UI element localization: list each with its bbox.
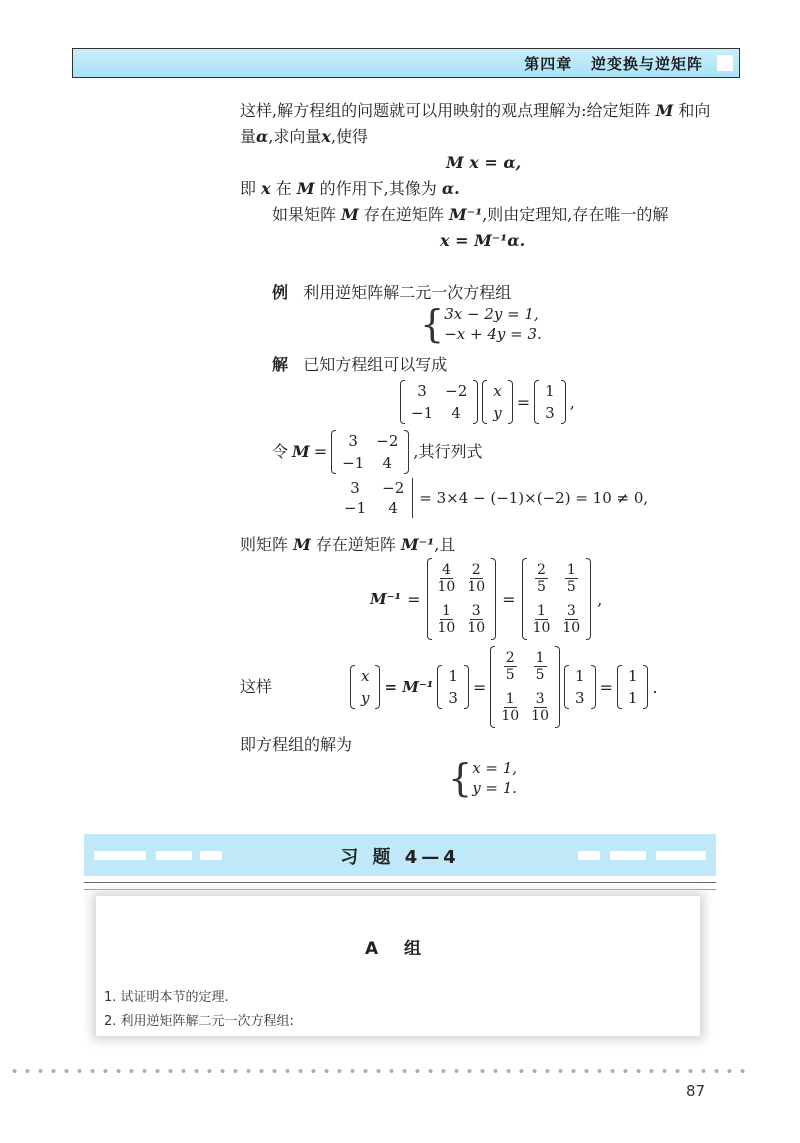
header-square [717, 55, 733, 71]
matrix-equation: 3 −2 −1 4 x y = 1 3 , [400, 380, 575, 424]
exercises-band [84, 834, 716, 876]
determinant-value: = 3×4 − (−1)×(−2) = 10 ≠ 0, [419, 489, 649, 507]
system-line-2: −x + 4y = 3. [444, 325, 542, 343]
exercise-item-2: 2. 利用逆矩阵解二元一次方程组: [104, 1014, 294, 1029]
chapter-header-text [524, 53, 703, 74]
equation-x-minv-alpha: x = M⁻¹α. [440, 231, 526, 250]
band-underline [84, 882, 716, 890]
intro-line-1: 这样,解方程组的问题就可以用映射的观点理解为:给定矩阵 M 和向 [240, 101, 711, 120]
chapter-title: 逆变换与逆矩阵 [590, 55, 703, 73]
exercise-item-1: 1. 试证明本节的定理. [104, 990, 229, 1005]
vector-b-2: 1 3 [437, 665, 469, 709]
band-decor-5 [610, 851, 646, 860]
equation-mx-alpha: M x = α, [446, 153, 522, 172]
inverse-matrix-line: M⁻¹ = $\frac{4}{10}$ $\frac{2}{10}$ $\frac{1}{10}$ $\frac{3}{10}$ = $\frac{2}{5}$ $\frac{1}{5}$ $\frac{1}{10}$ $\frac{3}{10}$ , [370, 558, 602, 640]
intro-line-4: 如果矩阵 M 存在逆矩阵 M⁻¹,则由定理知,存在唯一的解 [272, 205, 669, 224]
chapter-header [72, 48, 740, 78]
vector-b: 1 3 [534, 380, 566, 424]
final-line-2: y = 1. [472, 779, 518, 797]
band-decor-4 [578, 851, 600, 860]
determinant-line [336, 478, 648, 518]
intro-line-3: 即 x 在 M 的作用下,其像为 α. [240, 179, 460, 198]
exercise-box [96, 896, 700, 1036]
left-brace-final: { [448, 756, 473, 800]
inverse-matrix-1: $\frac{4}{10}$ $\frac{2}{10}$ $\frac{1}{10}$ $\frac{3}{10}$ [427, 558, 497, 640]
dotted-divider [8, 1068, 748, 1074]
so-label: 这样 [240, 677, 273, 696]
band-decor-6 [656, 851, 706, 860]
page-number: 87 [686, 1082, 706, 1100]
exercises-title: 习 题 4—4 [340, 847, 460, 868]
final-text: 即方程组的解为 [240, 735, 353, 754]
left-brace: { [420, 302, 445, 346]
final-system [448, 758, 517, 798]
solution-label: 解 [272, 355, 289, 374]
example-label: 例 [272, 283, 289, 302]
matrix-m: 3 −2 −1 4 [331, 430, 409, 474]
system-line-1: 3x − 2y = 1, [444, 305, 539, 323]
solution-text: 已知方程组可以写成 [303, 355, 448, 374]
determinant: 3 −2 −1 4 [336, 478, 413, 518]
let-m-line: 令 M = 3 −2 −1 4 ,其行列式 [272, 432, 483, 472]
solution-heading [272, 354, 447, 376]
inverse-matrix-2: $\frac{2}{5}$ $\frac{1}{5}$ $\frac{1}{10}$ $\frac{3}{10}$ [522, 558, 592, 640]
then-line: 则矩阵 M 存在逆矩阵 M⁻¹,且 [240, 535, 456, 554]
intro-line-2: 量α,求向量x,使得 [240, 127, 369, 146]
vector-xy: x y [350, 665, 380, 709]
example-text: 利用逆矩阵解二元一次方程组 [303, 283, 512, 302]
example-system [420, 304, 542, 344]
matrix-a: 3 −2 −1 4 [400, 380, 478, 424]
chapter-number: 第四章 [524, 55, 573, 73]
vector-x: x y [482, 380, 512, 424]
group-title: A 组 [364, 939, 432, 959]
inverse-matrix-3: $\frac{2}{5}$ $\frac{1}{5}$ $\frac{1}{10}$ $\frac{3}{10}$ [490, 646, 560, 728]
final-line-1: x = 1, [472, 759, 518, 777]
example-heading [272, 282, 511, 304]
result-vector: 1 1 [617, 665, 649, 709]
solution-computation: x y = M⁻¹ 1 3 = $\frac{2}{5}$ $\frac{1}{5}$ $\frac{1}{10}$ $\frac{3}{10}$ 1 3 = 1 1 . [350, 646, 658, 728]
vector-b-3: 1 3 [564, 665, 596, 709]
